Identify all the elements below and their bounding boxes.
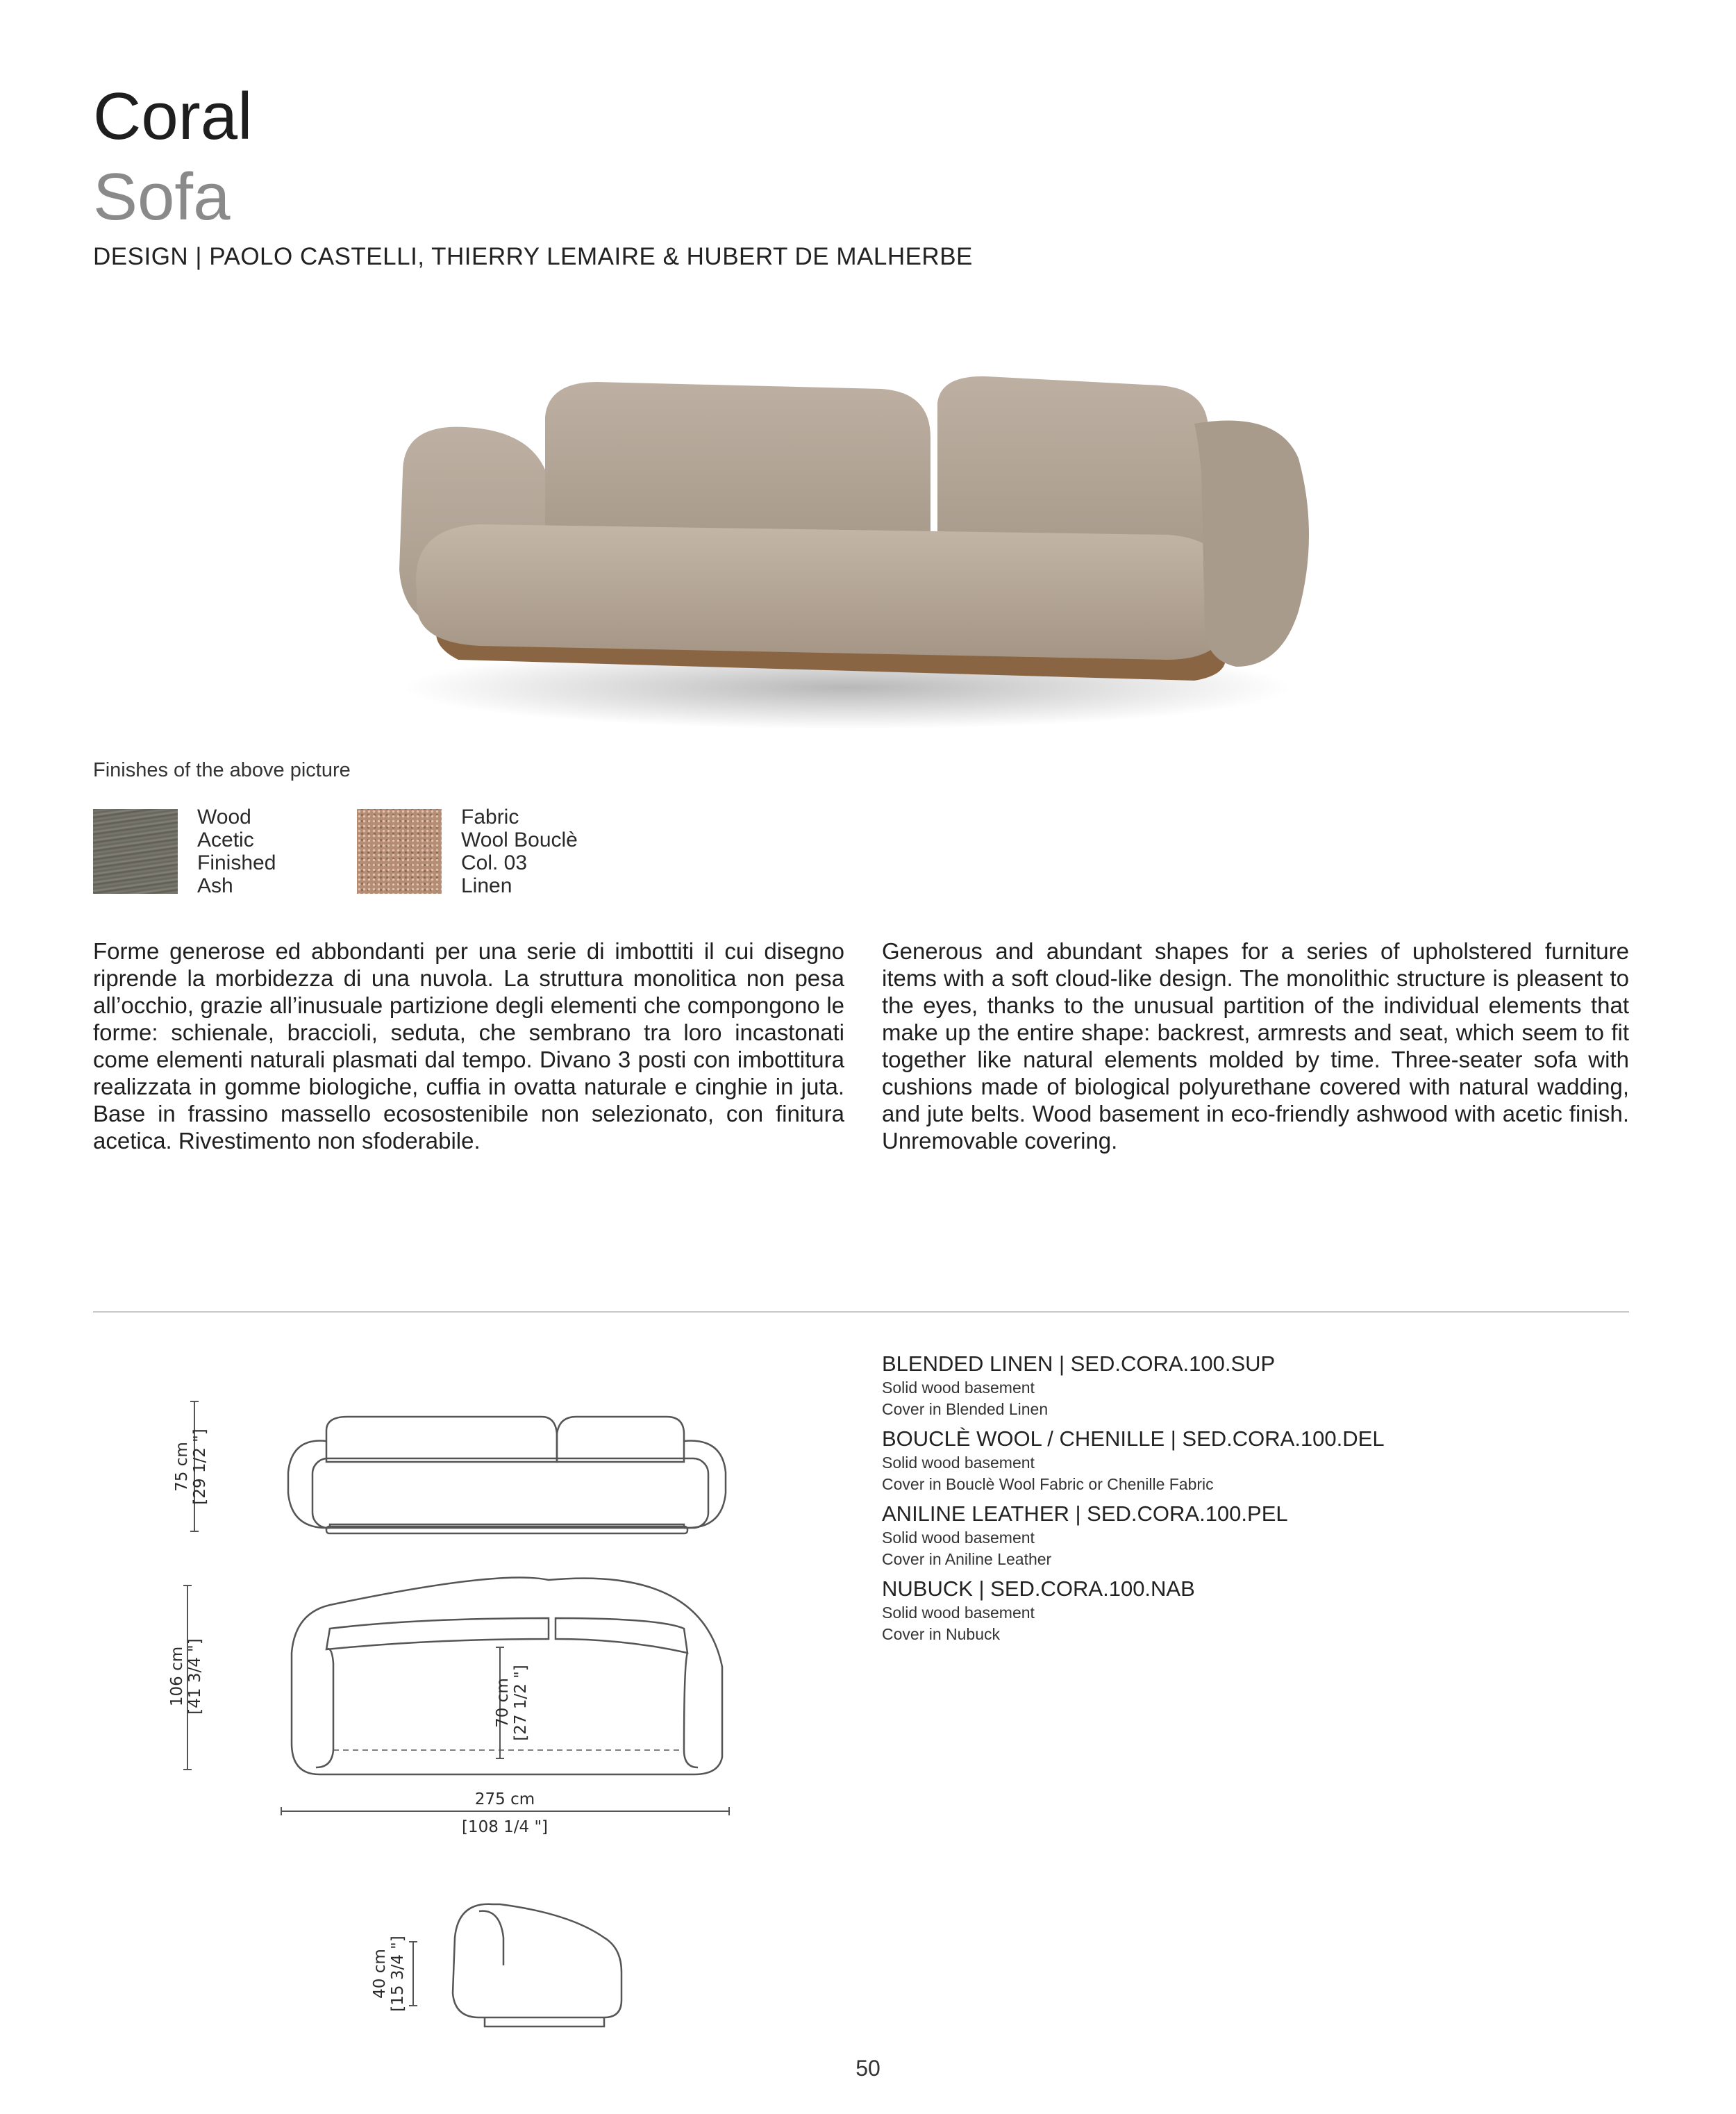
finishes-label: Finishes of the above picture bbox=[93, 759, 351, 781]
seat-depth-cm: 70 cm bbox=[494, 1678, 512, 1728]
variant-detail: Solid wood basement bbox=[882, 1379, 1035, 1397]
variant-detail: Solid wood basement bbox=[882, 1454, 1035, 1472]
variant-name: NUBUCK | SED.CORA.100.NAB bbox=[882, 1576, 1195, 1601]
variant-detail: Cover in Aniline Leather bbox=[882, 1550, 1052, 1568]
wood-finish-line-3: Finished bbox=[197, 851, 276, 874]
variant-name: BLENDED LINEN | SED.CORA.100.SUP bbox=[882, 1351, 1276, 1376]
wood-finish-line-2: Acetic bbox=[197, 829, 254, 851]
product-title: Coral bbox=[93, 79, 253, 153]
side-view-drawing bbox=[409, 1904, 621, 2026]
fabric-finish-line-4: Linen bbox=[461, 874, 512, 897]
depth-cm: 106 cm bbox=[168, 1646, 186, 1707]
seat-depth-dimension-label bbox=[494, 1665, 530, 1740]
seat-height-in: [15 3/4 "] bbox=[389, 1936, 407, 2012]
designer-credits: DESIGN | PAOLO CASTELLI, THIERRY LEMAIRE & HUBERT DE MALHERBE bbox=[93, 243, 973, 270]
height-cm: 75 cm bbox=[173, 1442, 191, 1492]
description-italian: Forme generose ed abbondanti per una serie di imbottiti il cui disegno riprende la morbidezza di una nuvola. La struttura monolitica non pesa all’occhio, grazie all’inusuale partizione degli elementi che compongono le forme: schienale, braccioli, seduta, che sembrano tra loro incastonati come elementi naturali plasmati dal tempo. Divano 3 posti con imbottitura realizzata in gomme biologiche, cuffia in ovatta naturale e cinghie in juta. Base in frassino massello ecosostenibile non selezionato, con finitura acetica. Rivestimento non sfoderabile. bbox=[93, 938, 844, 1154]
plan-view-drawing bbox=[183, 1578, 729, 1815]
seat-height-cm: 40 cm bbox=[371, 1949, 389, 1999]
fabric-finish-line-3: Col. 03 bbox=[461, 851, 528, 874]
variant-detail: Cover in Blended Linen bbox=[882, 1400, 1049, 1418]
wood-finish-line-1: Wood bbox=[197, 806, 251, 829]
description-english: Generous and abundant shapes for a series of upholstered furniture items with a soft cloud-like design. The monolithic structure is pleasent to the eyes, thanks to the unusual partition of the individual elements that make up the entire shape: backrest, armrests and seat, which seem to fit together like natural elements molded by time. Three-seater sofa with cushions made of biological polyurethane covered with natural wadding, and jute belts. Wood basement in eco-friendly ashwood with acetic finish. Unremovable covering. bbox=[882, 938, 1629, 1154]
variant-name: ANILINE LEATHER | SED.CORA.100.PEL bbox=[882, 1501, 1288, 1526]
front-view-drawing bbox=[190, 1401, 726, 1533]
fabric-finish-line-1: Fabric bbox=[461, 806, 519, 829]
seat-depth-in: [27 1/2 "] bbox=[512, 1665, 530, 1741]
product-subtitle: Sofa bbox=[93, 160, 231, 234]
variant-detail: Solid wood basement bbox=[882, 1604, 1035, 1622]
width-cm: 275 cm bbox=[474, 1790, 535, 1808]
variant-detail: Cover in Bouclè Wool Fabric or Chenille Fabric bbox=[882, 1475, 1214, 1493]
wood-finish-line-4: Ash bbox=[197, 874, 233, 897]
variant-detail: Cover in Nubuck bbox=[882, 1625, 1001, 1643]
height-in: [29 1/2 "] bbox=[191, 1429, 209, 1505]
width-in: [108 1/4 "] bbox=[461, 1818, 549, 1836]
depth-dimension-label bbox=[168, 1638, 204, 1714]
fabric-finish-line-2: Wool Bouclè bbox=[461, 829, 578, 851]
page-number: 50 bbox=[856, 2056, 880, 2081]
depth-in: [41 3/4 "] bbox=[186, 1638, 204, 1715]
seat-height-dimension-label bbox=[371, 1936, 407, 2011]
variant-name: BOUCLÈ WOOL / CHENILLE | SED.CORA.100.DEL bbox=[882, 1426, 1385, 1451]
variant-detail: Solid wood basement bbox=[882, 1529, 1035, 1547]
height-dimension-label bbox=[173, 1429, 209, 1504]
